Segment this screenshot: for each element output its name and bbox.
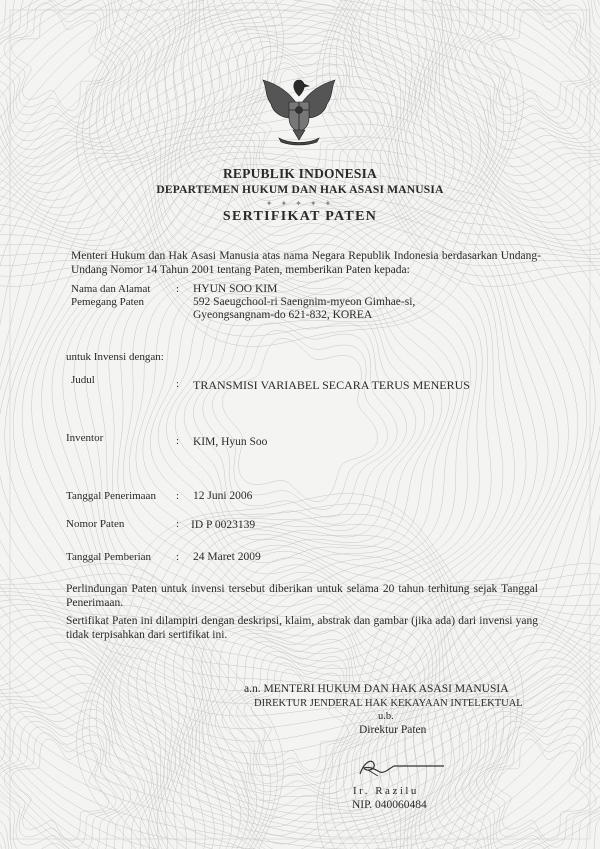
signer-nip: NIP. 040060484 <box>352 799 427 811</box>
intro-paragraph: Menteri Hukum dan Hak Asasi Manusia atas nama Negara Republik Indonesia berdasarkan Undang-Undang Nomor 14 Tahun 2001 tentang Paten, memberikan Paten kepada: <box>71 250 541 276</box>
handwritten-signature <box>354 752 450 782</box>
judul-label: Judul <box>71 374 95 386</box>
certificate-title: SERTIFIKAT PATEN <box>222 209 378 224</box>
inventor-label: Inventor <box>66 432 104 444</box>
holder-name: HYUN SOO KIM <box>193 283 278 295</box>
holder-address-line2: Gyeongsangnam-do 621-832, KOREA <box>193 309 373 321</box>
signature-ub: u.b. <box>378 711 394 722</box>
signature-director-general: DIREKTUR JENDERAL HAK KEKAYAAN INTELEKTUAL <box>254 698 523 709</box>
ornament-stars: ✦ ✦ ✦ ✦ ✦ <box>265 199 335 208</box>
signature-on-behalf: a.n. MENTERI HUKUM DAN HAK ASASI MANUSIA <box>244 683 509 695</box>
nomor-paten-value: ID P 0023139 <box>191 519 256 531</box>
holder-address-line1: 592 Saeugchool-ri Saengnim-myeon Gimhae-si, <box>193 296 416 308</box>
holder-colon: : <box>176 283 180 295</box>
tanggal-penerimaan-colon: : <box>176 490 180 502</box>
nomor-paten-label: Nomor Paten <box>66 518 125 530</box>
tanggal-penerimaan-label: Tanggal Penerimaan <box>66 490 156 502</box>
judul-colon: : <box>176 378 180 390</box>
inventor-colon: : <box>176 435 180 447</box>
tanggal-penerimaan-value: 12 Juni 2006 <box>193 490 253 502</box>
ministry-heading: DEPARTEMEN HUKUM DAN HAK ASASI MANUSIA <box>156 184 444 196</box>
holder-label-line2: Pemegang Paten <box>71 296 145 308</box>
inventor-value: KIM, Hyun Soo <box>193 436 268 448</box>
attachment-paragraph: Sertifikat Paten ini dilampiri dengan deskripsi, klaim, abstrak dan gambar (jika ada) dari invensi yang tidak terpisahkan dari sertifikat ini. <box>66 615 538 641</box>
holder-label-line1: Nama dan Alamat <box>71 283 151 295</box>
garuda-emblem-icon <box>259 74 339 146</box>
tanggal-pemberian-value: 24 Maret 2009 <box>193 551 261 563</box>
judul-value: TRANSMISI VARIABEL SECARA TERUS MENERUS <box>193 378 470 392</box>
signer-name: Ir. Razilu <box>353 785 419 797</box>
invention-intro: untuk Invensi dengan: <box>66 351 164 363</box>
nomor-paten-colon: : <box>176 518 180 530</box>
signature-title: Direktur Paten <box>359 724 427 736</box>
protection-paragraph: Perlindungan Paten untuk invensi tersebut diberikan untuk selama 20 tahun terhitung sejak Tanggal Penerimaan. <box>66 583 538 609</box>
country-heading: REPUBLIK INDONESIA <box>222 166 377 181</box>
tanggal-pemberian-label: Tanggal Pemberian <box>66 551 152 563</box>
tanggal-pemberian-colon: : <box>176 551 180 563</box>
